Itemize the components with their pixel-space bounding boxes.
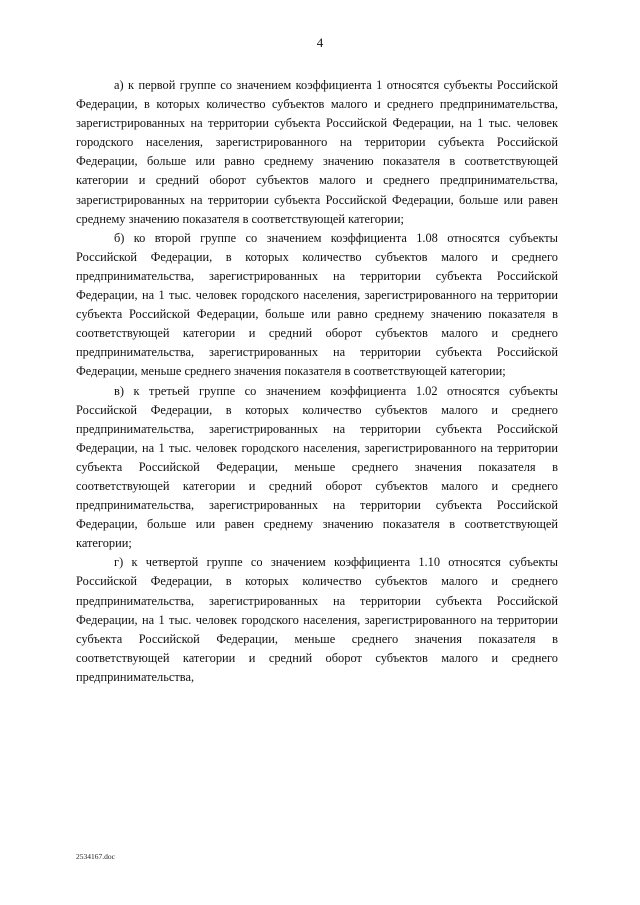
document-file-code: 2534167.doc [76,852,115,861]
body-text [76,76,558,687]
paragraph-g: г) к четвертой группе со значением коэффициента 1.10 относятся субъекты Российской Федерации, в которых количество субъектов малого и среднего предпринимательства, зарегистрированных на территории субъекта Российской Федерации, на 1 тыс. человек городского населения, зарегистрированного на территории субъекта Российской Федерации, меньше среднего значения показателя в соответствующей категории и средний оборот субъектов малого и среднего предпринимательства, [76,555,558,684]
paragraph-b: б) ко второй группе со значением коэффициента 1.08 относятся субъекты Российской Федерации, в которых количество субъектов малого и среднего предпринимательства, зарегистрированных на территории субъекта Российской Федерации, на 1 тыс. человек городского населения, зарегистрированного на территории субъекта Российской Федерации, больше или равно среднему значению показателя в соответствующей категории и средний оборот субъектов малого и среднего предпринимательства, зарегистрированных на территории субъекта Российской Федерации, меньше среднего значения показателя в соответствующей категории; [76,230,558,379]
paragraph-a: а) к первой группе со значением коэффициента 1 относятся субъекты Российской Федерации, в которых количество субъектов малого и среднего предпринимательства, зарегистрированных на территории субъекта Российской Федерации, на 1 тыс. человек городского населения, зарегистрированного на территории субъекта Российской Федерации, больше или равно среднему значению показателя в соответствующей категории и средний оборот субъектов малого и среднего предпринимательства, зарегистрированных на территории субъекта Российской Федерации, больше или равен среднему значению показателя в соответствующей категории; [76,78,558,226]
page-number: 4 [316,35,324,50]
paragraph-v: в) к третьей группе со значением коэффициента 1.02 относятся субъекты Российской Федерации, в которых количество субъектов малого и среднего предпринимательства, зарегистрированных на территории субъекта Российской Федерации, на 1 тыс. человек городского населения, зарегистрированного на территории субъекта Российской Федерации, меньше среднего значения показателя в соответствующей категории и средний оборот субъектов малого и среднего предпринимательства, зарегистрированных на территории субъекта Российской Федерации, больше или равен среднему значению показателя в соответствующей категории; [76,383,558,551]
